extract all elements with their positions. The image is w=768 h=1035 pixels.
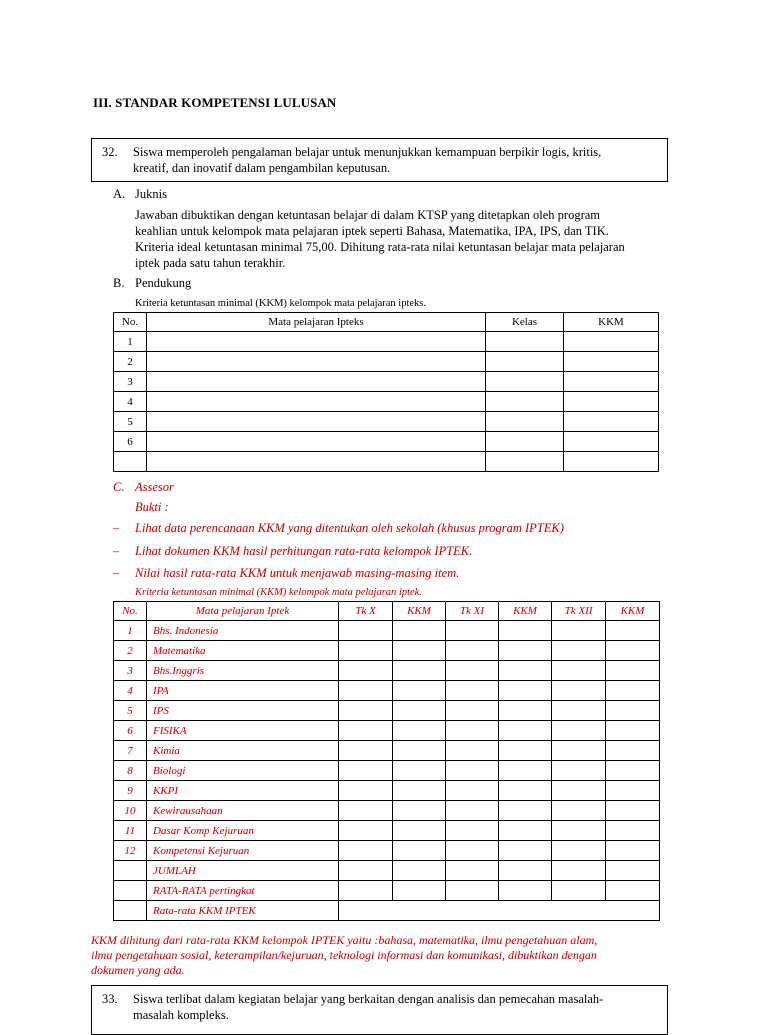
cell-mapel[interactable] xyxy=(147,452,486,472)
cell-kkm-xi[interactable] xyxy=(499,621,552,641)
juknis-title: Juknis xyxy=(135,187,167,201)
cell-kkm-xii[interactable] xyxy=(606,761,660,781)
cell-tk-xii[interactable] xyxy=(552,801,606,821)
cell-mapel[interactable] xyxy=(147,392,486,412)
row-no xyxy=(114,901,147,921)
juknis-line-3: Kriteria ideal ketuntasan minimal 75,00. Dihitung rata-rata nilai ketuntasan belajar mata pelajaran xyxy=(135,240,625,254)
cell-kkm-xii[interactable] xyxy=(606,781,660,801)
cell-tk-xii[interactable] xyxy=(552,661,606,681)
cell-kkm-x[interactable] xyxy=(393,761,446,781)
cell-kkm-xii[interactable] xyxy=(606,661,660,681)
row-subject: IPS xyxy=(147,701,339,721)
cell-tk-xi[interactable] xyxy=(446,801,499,821)
table-row xyxy=(114,332,659,352)
table-row xyxy=(114,721,660,741)
cell-kkm-xi[interactable] xyxy=(499,781,552,801)
bullet-text: Lihat data perencanaan KKM yang ditentukan oleh sekolah (khusus program IPTEK) xyxy=(135,521,564,535)
cell-tk-xii[interactable] xyxy=(552,681,606,701)
pendukung-caption: Kriteria ketuntasan minimal (KKM) kelompok mata pelajaran ipteks. xyxy=(135,298,426,309)
cell-kkm-x[interactable] xyxy=(393,741,446,761)
cell-kkm-xi[interactable] xyxy=(499,801,552,821)
table-row xyxy=(114,801,660,821)
cell-kkm-x[interactable] xyxy=(393,621,446,641)
row-no: 1 xyxy=(114,621,147,641)
cell-tk-xi[interactable] xyxy=(446,761,499,781)
bullet-text: Lihat dokumen KKM hasil perhitungan rata-rata kelompok IPTEK. xyxy=(135,544,473,558)
row-subject: KKPI xyxy=(147,781,339,801)
item-33-line-1: Siswa terlibat dalam kegiatan belajar yang berkaitan dengan analisis dan pemecahan masalah- xyxy=(133,992,604,1006)
cell-mapel[interactable] xyxy=(147,332,486,352)
row-subject: Kewirausahaan xyxy=(147,801,339,821)
row-no: 3 xyxy=(114,661,147,681)
assesor-label: C. xyxy=(113,480,125,494)
cell-mapel[interactable] xyxy=(147,432,486,452)
row-no xyxy=(114,881,147,901)
cell-tk-xi[interactable] xyxy=(446,721,499,741)
table-row xyxy=(114,641,660,661)
cell-kkm-xii[interactable] xyxy=(606,741,660,761)
row-no: 11 xyxy=(114,821,147,841)
cell-kkm-x[interactable] xyxy=(393,681,446,701)
cell-kkm[interactable] xyxy=(564,452,659,472)
row-subject: Biologi xyxy=(147,761,339,781)
cell-kkm-x[interactable] xyxy=(393,701,446,721)
row-subject: IPA xyxy=(147,681,339,701)
row-no: 4 xyxy=(114,392,147,412)
table-row xyxy=(114,741,660,761)
table-row xyxy=(114,701,660,721)
row-no: 6 xyxy=(114,721,147,741)
cell-kkm-xi[interactable] xyxy=(499,841,552,861)
cell-tk-xi[interactable] xyxy=(446,821,499,841)
row-no: 9 xyxy=(114,781,147,801)
row-no: 1 xyxy=(114,332,147,352)
juknis-label: A. xyxy=(113,187,126,201)
cell-kkm-x[interactable] xyxy=(393,641,446,661)
cell-kelas[interactable] xyxy=(486,372,564,392)
kkm-note-line-3: dokumen yang ada. xyxy=(91,963,185,977)
header-kkm-xii: KKM xyxy=(606,602,660,621)
cell-kkm[interactable] xyxy=(564,352,659,372)
cell-tk-xii[interactable] xyxy=(552,621,606,641)
juknis-line-1: Jawaban dibuktikan dengan ketuntasan belajar di dalam KTSP yang ditetapkan oleh program xyxy=(135,208,601,222)
cell-kkm-xii[interactable] xyxy=(606,881,660,901)
row-no: 2 xyxy=(114,352,147,372)
pendukung-table xyxy=(113,312,659,472)
cell-tk-x[interactable] xyxy=(339,781,393,801)
row-no: 4 xyxy=(114,681,147,701)
table-row xyxy=(114,841,660,861)
cell-kkm-xii[interactable] xyxy=(606,621,660,641)
table-row xyxy=(114,821,660,841)
cell-kkm-xi[interactable] xyxy=(499,741,552,761)
cell-tk-xi[interactable] xyxy=(446,681,499,701)
cell-tk-x[interactable] xyxy=(339,761,393,781)
cell-kkm[interactable] xyxy=(564,412,659,432)
cell-tk-xii[interactable] xyxy=(552,841,606,861)
cell-tk-xii[interactable] xyxy=(552,781,606,801)
cell-kelas[interactable] xyxy=(486,452,564,472)
row-no: 5 xyxy=(114,412,147,432)
cell-mapel[interactable] xyxy=(147,352,486,372)
assesor-table xyxy=(113,601,660,921)
cell-tk-xii[interactable] xyxy=(552,761,606,781)
cell-tk-x[interactable] xyxy=(339,821,393,841)
bullet-dash: – xyxy=(113,544,120,558)
row-subject: Bhs.Inggris xyxy=(147,661,339,681)
table-row xyxy=(114,781,660,801)
header-kkm-x: KKM xyxy=(393,602,446,621)
cell-tk-x[interactable] xyxy=(339,841,393,861)
row-no: 7 xyxy=(114,741,147,761)
cell-kkm-x[interactable] xyxy=(393,821,446,841)
cell-tk-xii[interactable] xyxy=(552,741,606,761)
cell-kkm-x[interactable] xyxy=(393,661,446,681)
cell-kkm-xi[interactable] xyxy=(499,861,552,881)
cell-tk-x[interactable] xyxy=(339,701,393,721)
cell-tk-x[interactable] xyxy=(339,881,393,901)
cell-tk-xi[interactable] xyxy=(446,781,499,801)
cell-tk-xi[interactable] xyxy=(446,741,499,761)
row-no xyxy=(114,452,147,472)
table-row xyxy=(114,352,659,372)
section-title: III. STANDAR KOMPETENSI LULUSAN xyxy=(93,95,337,110)
cell-kkm-xi[interactable] xyxy=(499,701,552,721)
table-row xyxy=(114,392,659,412)
cell-kkm[interactable] xyxy=(564,372,659,392)
kkm-note-line-1: KKM dihitung dari rata-rata KKM kelompok IPTEK yaitu :bahasa, matematika, ilmu pengetahuan alam, xyxy=(91,933,598,947)
assesor-title: Assesor xyxy=(135,480,174,494)
cell-tk-xi[interactable] xyxy=(446,861,499,881)
cell-kkm-xii[interactable] xyxy=(606,721,660,741)
table-row-jumlah xyxy=(114,861,660,881)
cell-tk-x[interactable] xyxy=(339,801,393,821)
cell-kkm-xii[interactable] xyxy=(606,861,660,881)
header-no: No. xyxy=(114,602,147,621)
item-33-text xyxy=(133,991,663,1023)
cell-kkm-x[interactable] xyxy=(393,841,446,861)
item-32-line-1: Siswa memperoleh pengalaman belajar untuk menunjukkan kemampuan berpikir logis, kritis, xyxy=(133,145,602,159)
cell-kkm-xii[interactable] xyxy=(606,841,660,861)
header-mapel: Mata pelajaran Iptek xyxy=(147,602,339,621)
cell-kkm-xii[interactable] xyxy=(606,641,660,661)
cell-kkm-xii[interactable] xyxy=(606,801,660,821)
assesor-bullet-2 xyxy=(113,544,673,560)
cell-kelas[interactable] xyxy=(486,332,564,352)
cell-tk-x[interactable] xyxy=(339,621,393,641)
cell-tk-xi[interactable] xyxy=(446,621,499,641)
row-subject: Kimia xyxy=(147,741,339,761)
cell-kkm-xi[interactable] xyxy=(499,761,552,781)
bullet-text: Nilai hasil rata-rata KKM untuk menjawab masing-masing item. xyxy=(135,566,460,580)
cell-kkm-x[interactable] xyxy=(393,881,446,901)
assesor-bullet-3 xyxy=(113,566,673,582)
juknis-paragraph xyxy=(135,207,695,271)
bullet-dash: – xyxy=(113,521,120,535)
table-row xyxy=(114,621,660,641)
cell-kelas[interactable] xyxy=(486,392,564,412)
row-no: 3 xyxy=(114,372,147,392)
row-subject: Kompetensi Kejuruan xyxy=(147,841,339,861)
table-row xyxy=(114,681,660,701)
cell-kelas[interactable] xyxy=(486,432,564,452)
item-32-number: 32. xyxy=(102,145,118,159)
cell-kkm-xi[interactable] xyxy=(499,721,552,741)
table-row xyxy=(114,372,659,392)
cell-mapel[interactable] xyxy=(147,372,486,392)
cell-tk-x[interactable] xyxy=(339,861,393,881)
assesor-header-row xyxy=(114,602,660,621)
row-no: 2 xyxy=(114,641,147,661)
bullet-dash: – xyxy=(113,566,120,580)
table-row xyxy=(114,432,659,452)
cell-tk-x[interactable] xyxy=(339,681,393,701)
header-kelas: Kelas xyxy=(486,313,564,332)
cell-kkm-xi[interactable] xyxy=(499,661,552,681)
cell-tk-xii[interactable] xyxy=(552,721,606,741)
juknis-line-2: keahlian untuk kelompok mata pelajaran iptek seperti Bahasa, Matematika, IPA, IPS, dan TIK. xyxy=(135,224,609,238)
kkm-note-line-2: ilmu pengetahuan sosial, keterampilan/kejuruan, teknologi informasi dan komunikasi, dibuktikan dengan xyxy=(91,948,597,962)
pendukung-title: Pendukung xyxy=(135,276,192,290)
header-no: No. xyxy=(114,313,147,332)
cell-kkm-x[interactable] xyxy=(393,781,446,801)
cell-tk-xii[interactable] xyxy=(552,701,606,721)
row-subject: RATA-RATA pertingkat xyxy=(147,881,339,901)
cell-tk-xii[interactable] xyxy=(552,861,606,881)
cell-kkm-xi[interactable] xyxy=(499,641,552,661)
pendukung-label: B. xyxy=(113,276,125,290)
cell-rata-kkm-iptek[interactable] xyxy=(339,901,660,921)
row-no: 12 xyxy=(114,841,147,861)
row-subject: Rata-rata KKM IPTEK xyxy=(147,901,339,921)
cell-tk-xi[interactable] xyxy=(446,661,499,681)
header-tk-xi: Tk XI xyxy=(446,602,499,621)
row-no: 6 xyxy=(114,432,147,452)
row-no: 10 xyxy=(114,801,147,821)
table-row-rata-kkm xyxy=(114,901,660,921)
cell-kkm-xii[interactable] xyxy=(606,681,660,701)
row-subject: FISIKA xyxy=(147,721,339,741)
cell-tk-xi[interactable] xyxy=(446,881,499,901)
table-row xyxy=(114,412,659,432)
table-row xyxy=(114,761,660,781)
row-subject: Bhs. Indonesia xyxy=(147,621,339,641)
header-kkm: KKM xyxy=(564,313,659,332)
cell-kkm[interactable] xyxy=(564,392,659,412)
cell-kelas[interactable] xyxy=(486,412,564,432)
assesor-caption: Kriteria ketuntasan minimal (KKM) kelompok mata pelajaran iptek. xyxy=(135,587,422,598)
cell-mapel[interactable] xyxy=(147,412,486,432)
table-row-rata-rata xyxy=(114,881,660,901)
cell-tk-x[interactable] xyxy=(339,721,393,741)
cell-kkm[interactable] xyxy=(564,332,659,352)
header-mapel: Mata pelajaran Ipteks xyxy=(147,313,486,332)
cell-kkm-x[interactable] xyxy=(393,721,446,741)
pendukung-header-row xyxy=(114,313,659,332)
cell-tk-xii[interactable] xyxy=(552,641,606,661)
juknis-line-4: iptek pada satu tahun terakhir. xyxy=(135,256,286,270)
item-33-line-2: masalah kompleks. xyxy=(133,1008,229,1022)
cell-kkm-xi[interactable] xyxy=(499,681,552,701)
bukti-label: Bukti : xyxy=(135,500,169,514)
cell-tk-xi[interactable] xyxy=(446,841,499,861)
item-32-line-2: kreatif, dan inovatif dalam pengambilan keputusan. xyxy=(133,161,391,175)
item-33-number: 33. xyxy=(102,992,118,1006)
assesor-bullet-1 xyxy=(113,521,673,537)
cell-tk-x[interactable] xyxy=(339,741,393,761)
cell-kkm-x[interactable] xyxy=(393,861,446,881)
item-32-text xyxy=(133,144,663,176)
row-no: 5 xyxy=(114,701,147,721)
header-tk-x: Tk X xyxy=(339,602,393,621)
table-row xyxy=(114,661,660,681)
row-no xyxy=(114,861,147,881)
cell-kkm-xi[interactable] xyxy=(499,881,552,901)
kkm-note xyxy=(91,933,691,978)
table-row xyxy=(114,452,659,472)
cell-tk-xii[interactable] xyxy=(552,881,606,901)
cell-kkm-xii[interactable] xyxy=(606,701,660,721)
row-subject: Dasar Komp Kejuruan xyxy=(147,821,339,841)
cell-kkm-xii[interactable] xyxy=(606,821,660,841)
cell-tk-xii[interactable] xyxy=(552,821,606,841)
item-33-box xyxy=(91,985,668,1035)
cell-kkm-xi[interactable] xyxy=(499,821,552,841)
cell-kkm[interactable] xyxy=(564,432,659,452)
cell-kelas[interactable] xyxy=(486,352,564,372)
cell-tk-x[interactable] xyxy=(339,661,393,681)
cell-tk-xi[interactable] xyxy=(446,641,499,661)
row-no: 8 xyxy=(114,761,147,781)
header-kkm-xi: KKM xyxy=(499,602,552,621)
row-subject: JUMLAH xyxy=(147,861,339,881)
header-tk-xii: Tk XII xyxy=(552,602,606,621)
item-32-box xyxy=(91,138,668,182)
cell-kkm-x[interactable] xyxy=(393,801,446,821)
cell-tk-xi[interactable] xyxy=(446,701,499,721)
row-subject: Matematika xyxy=(147,641,339,661)
cell-tk-x[interactable] xyxy=(339,641,393,661)
